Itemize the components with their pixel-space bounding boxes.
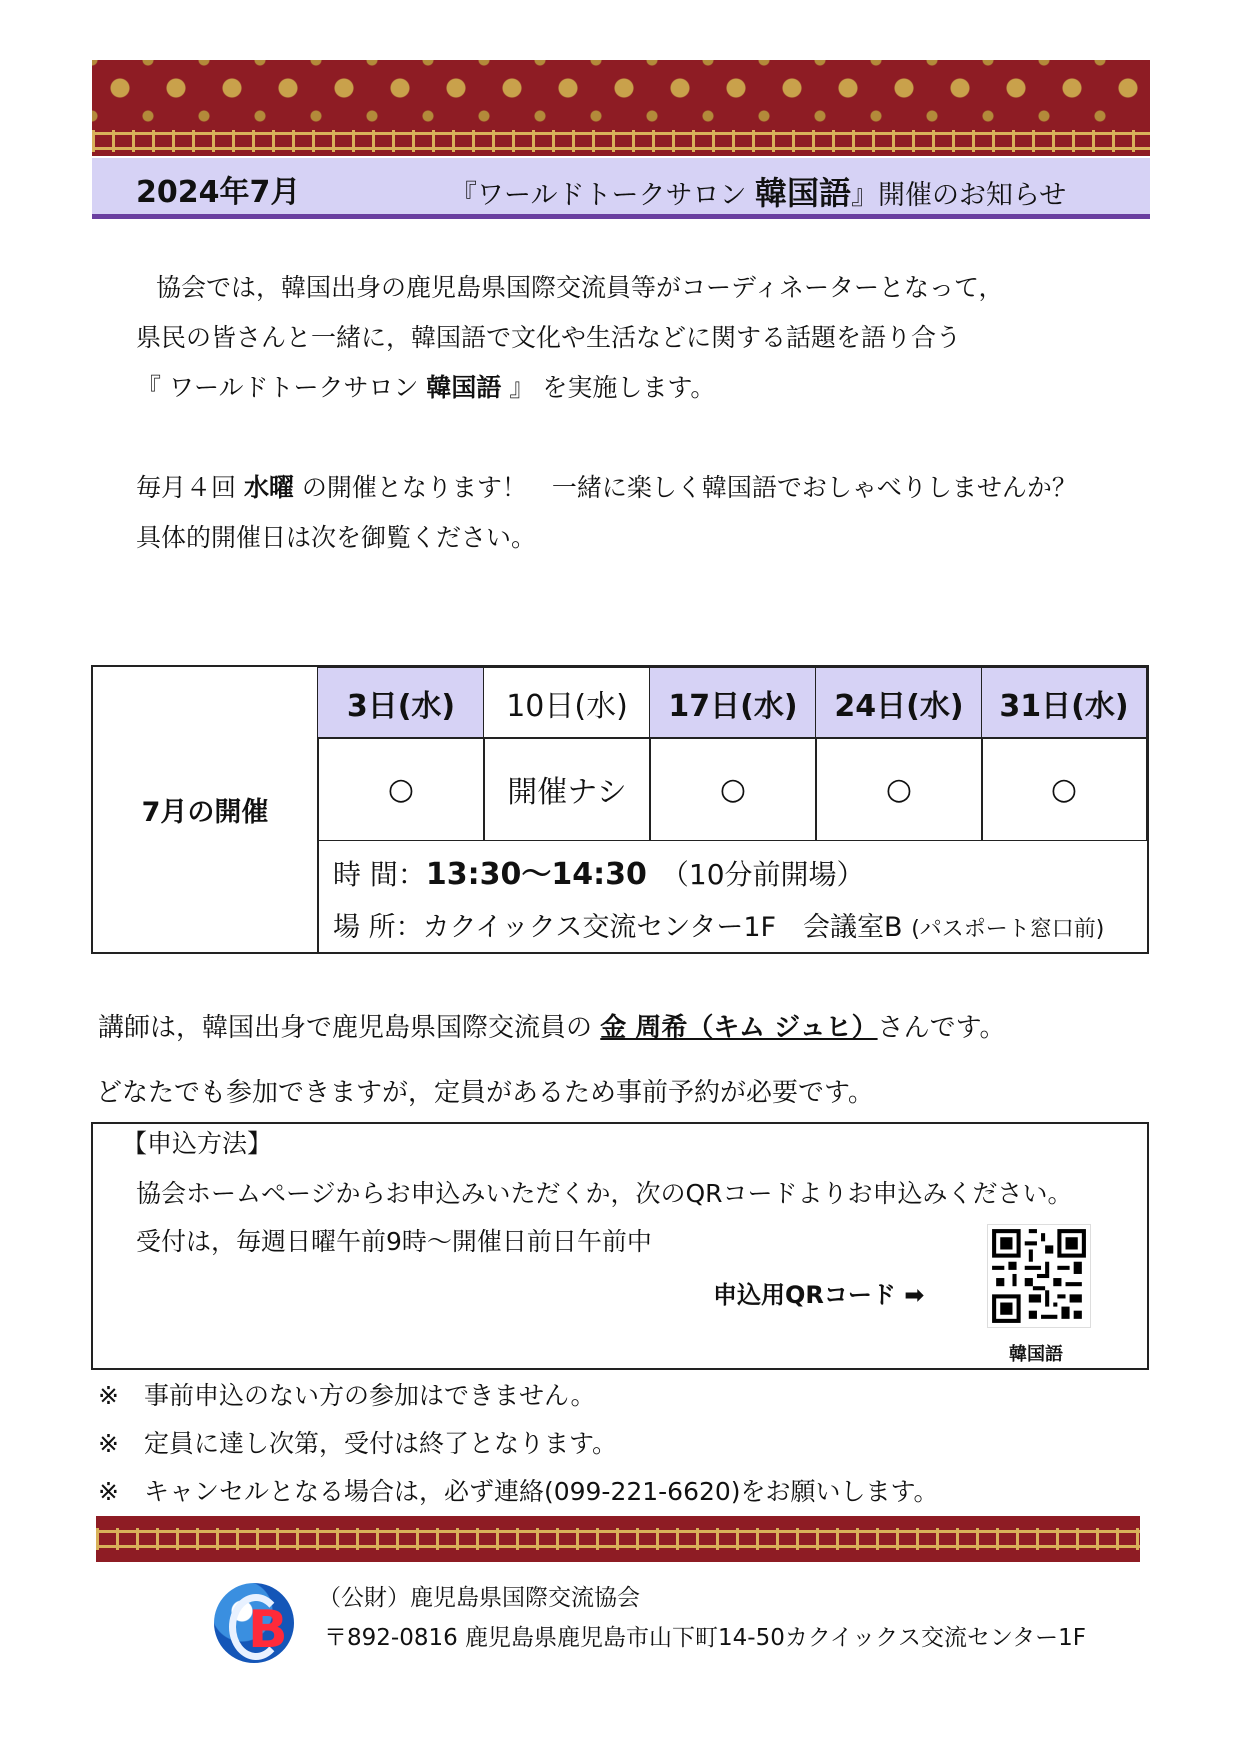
reservation-note: どなたでも参加できますが，定員があるため事前予約が必要です。 (96, 1078, 874, 1108)
schedule-note-prefix: 毎月４回 (136, 473, 244, 502)
schedule-note-suffix: の開催となります！ 一緒に楽しく韓国語でおしゃべりしませんか？ (293, 473, 1077, 502)
note-1: ※ 事前申込のない方の参加はできません。 (98, 1381, 596, 1410)
instructor-suffix: さんです。 (877, 1013, 1006, 1043)
schedule-note-line-1 (136, 472, 1077, 505)
meander-border (92, 130, 1150, 152)
date-status-3: ○ (317, 737, 485, 841)
instructor-name: 金 周希（キム ジュヒ） (600, 1013, 878, 1043)
qr-code[interactable] (987, 1224, 1091, 1328)
date-status-17: ○ (649, 737, 817, 841)
date-header-17: 17日(水) (649, 667, 817, 739)
intro-line-2: 県民の皆さんと一緒に，韓国語で文化や生活などに関する話題を語り合う (136, 323, 962, 352)
note-3: ※ キャンセルとなる場合は，必ず連絡(099-221-6620)をお願いします。 (98, 1477, 939, 1506)
intro-line-3 (136, 372, 715, 405)
header-title-suffix: 』開催のお知らせ (851, 180, 1067, 211)
intro-line-1: 協会では，韓国出身の鹿児島県国際交流員等がコーディネーターとなって， (156, 273, 1004, 302)
event-time (333, 849, 865, 893)
footer-organization: （公財）鹿児島県国際交流協会 (318, 1585, 640, 1611)
date-status-31: ○ (981, 737, 1147, 841)
event-time-value: 13:30〜14:30 (425, 857, 647, 892)
qr-label: 申込用QRコード ➡ (713, 1281, 925, 1309)
footer-address: 〒892-0816 鹿児島県鹿児島市山下町14-50カクイックス交流センター1F (324, 1625, 1086, 1651)
date-header-24: 24日(水) (815, 667, 983, 739)
bottom-decorative-banner (96, 1516, 1140, 1562)
schedule-note-line-2: 具体的開催日は次を御覧ください。 (136, 523, 537, 552)
event-time-note: （10分前開場） (646, 858, 865, 891)
date-status-10: 開催ナシ (483, 737, 651, 841)
instructor-line (98, 1012, 1006, 1046)
intro-line-3-bold: 韓国語 (426, 373, 502, 402)
header-title-prefix: 『ワールドトークサロン (450, 180, 756, 211)
event-place (333, 905, 1104, 944)
instructor-prefix: 講師は，韓国出身で鹿児島県国際交流員の (98, 1013, 601, 1043)
qr-caption: 韓国語 (1009, 1344, 1063, 1365)
floral-pattern (92, 60, 1150, 130)
date-header-31: 31日(水) (981, 667, 1147, 739)
date-header-10: 10日(水) (483, 667, 651, 739)
top-decorative-banner (92, 60, 1150, 156)
event-place-note: (パスポート窓口前) (911, 917, 1105, 942)
date-header-3: 3日(水) (317, 667, 485, 739)
header-title-language: 韓国語 (755, 174, 852, 212)
schedule-note-bold: 水曜 (243, 473, 294, 502)
bottom-meander-border (96, 1528, 1140, 1550)
note-2: ※ 定員に達し次第，受付は終了となります。 (98, 1429, 617, 1458)
date-status-24: ○ (815, 737, 983, 841)
schedule-table (91, 665, 1149, 954)
header-title (450, 168, 1066, 214)
intro-line-3-suffix: 』 を実施します。 (501, 373, 716, 402)
application-heading: 【申込方法】 (122, 1129, 273, 1158)
event-place-value: カクイックス交流センター1F 会議室B (422, 912, 903, 943)
event-place-label: 場 所： (333, 912, 423, 943)
schedule-row-label: 7月の開催 (93, 667, 319, 952)
application-line-1: 協会ホームページからお申込みいただくか，次のQRコードよりお申込みください。 (136, 1179, 1073, 1208)
application-line-2: 受付は，毎週日曜午前9時〜開催日前日午前中 (136, 1227, 652, 1256)
event-time-label: 時 間： (333, 858, 426, 891)
header-year-month: 2024年7月 (136, 175, 301, 210)
intro-line-3-prefix: 『 ワールドトークサロン (136, 373, 427, 402)
logo-b-mark: B (248, 1600, 288, 1660)
